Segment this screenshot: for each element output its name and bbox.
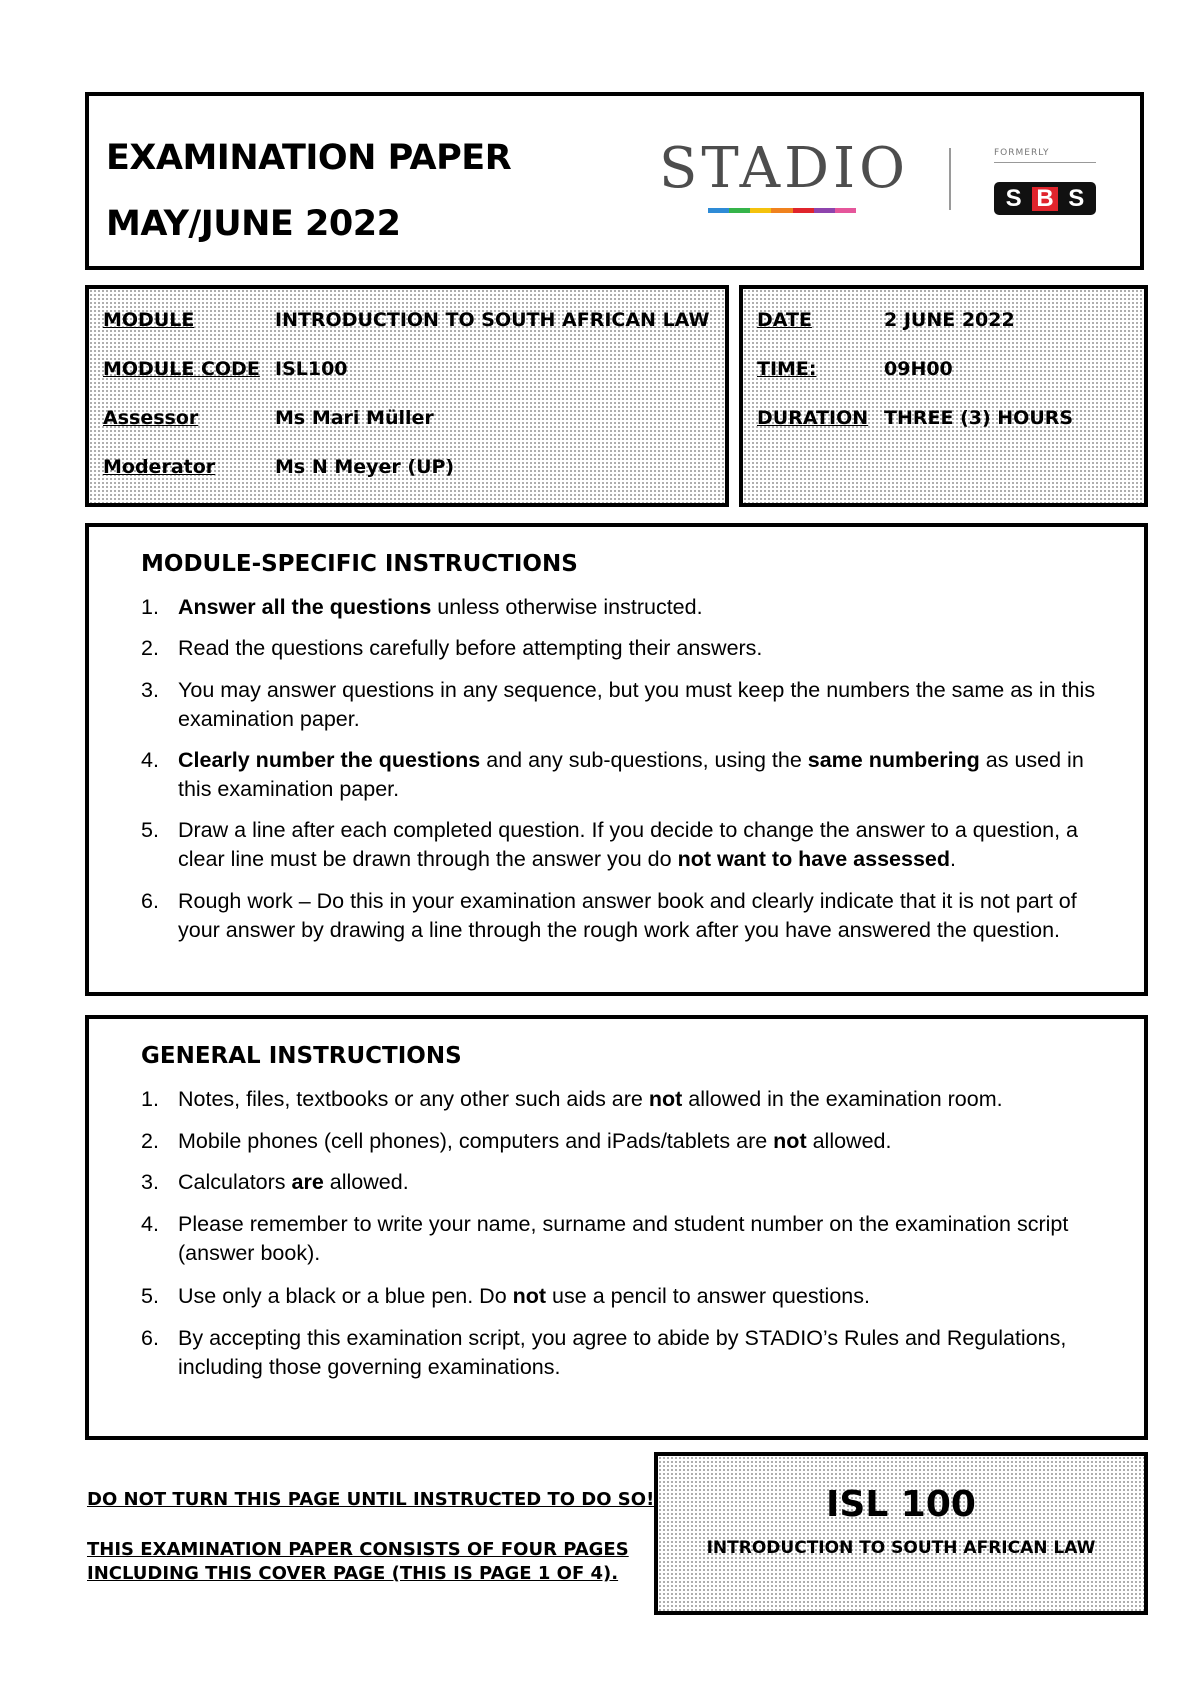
instruction-number: 4. [141,748,159,772]
exam-session: MAY/JUNE 2022 [106,204,401,244]
moderator-label: Moderator [103,456,216,478]
logo-stripe-segment [771,208,792,213]
module-label: MODULE [103,309,195,331]
section-heading: GENERAL INSTRUCTIONS [141,1043,462,1069]
module-specific-instructions [85,523,1148,996]
logo-stripe-segment [708,208,729,213]
logo-stripe-segment [835,208,856,213]
logo-stripe-segment [729,208,750,213]
time-label: TIME: [757,358,817,380]
logo-stripe-segment [814,208,835,213]
moderator-value: Ms N Meyer (UP) [275,456,455,478]
instruction-item [141,746,1121,804]
instruction-number: 3. [141,678,159,702]
instruction-item [141,1168,1121,1197]
instruction-text: Clearly number the questions and any sub-questions, using the same numbering as used in this examination paper. [178,748,1084,801]
section-heading: MODULE-SPECIFIC INSTRUCTIONS [141,551,578,577]
page-count-line-1: THIS EXAMINATION PAPER CONSISTS OF FOUR PAGES [87,1539,629,1560]
stadio-logo: STADIO [659,136,910,201]
module-name: INTRODUCTION TO SOUTH AFRICAN LAW [706,1538,1096,1558]
instruction-item [141,1210,1121,1268]
module-value: INTRODUCTION TO SOUTH AFRICAN LAW [275,309,710,331]
logo-stripe-segment [793,208,814,213]
instruction-number: 2. [141,636,159,660]
instruction-text: Mobile phones (cell phones), computers and iPads/tablets are not allowed. [178,1129,892,1153]
assessor-label: Assessor [103,407,199,429]
instruction-item [141,634,1121,663]
instruction-text: You may answer questions in any sequence, but you must keep the numbers the same as in this examination paper. [178,678,1096,731]
instruction-number: 3. [141,1170,159,1194]
module-code-box [654,1452,1148,1615]
logo-divider [949,148,951,210]
instruction-text: Answer all the questions unless otherwise instructed. [178,595,703,619]
formerly-label: FORMERLY [994,148,1050,158]
sbs-logo [994,182,1096,215]
sbs-letter: B [1032,187,1058,211]
instruction-item [141,676,1121,734]
instruction-number: 6. [141,1326,159,1350]
instruction-item [141,816,1121,874]
module-code-large: ISL 100 [826,1484,976,1525]
duration-label: DURATION [757,407,869,429]
exam-title: EXAMINATION PAPER [106,138,512,178]
duration-value: THREE (3) HOURS [884,407,1074,429]
instruction-item [141,887,1121,945]
logo-color-stripe [708,208,856,213]
instruction-text: Notes, files, textbooks or any other such aids are not allowed in the examination room. [178,1087,1003,1111]
instruction-item [141,1282,1121,1311]
instruction-item [141,593,1121,622]
instruction-text: Calculators are allowed. [178,1170,409,1194]
instruction-item [141,1324,1121,1382]
instruction-text: Please remember to write your name, surname and student number on the examination script (answer book). [178,1212,1069,1265]
instruction-number: 2. [141,1129,159,1153]
instruction-number: 4. [141,1212,159,1236]
exam-header [85,92,1144,270]
page-count-line-2: INCLUDING THIS COVER PAGE (THIS IS PAGE 1 OF 4). [87,1563,619,1584]
instruction-text: Use only a black or a blue pen. Do not use a pencil to answer questions. [178,1284,870,1308]
general-instructions [85,1015,1148,1440]
module-info-box [85,285,729,507]
time-value: 09H00 [884,358,953,380]
instruction-number: 1. [141,1087,159,1111]
instruction-text: Read the questions carefully before attempting their answers. [178,636,763,660]
instruction-number: 6. [141,889,159,913]
do-not-turn-warning: DO NOT TURN THIS PAGE UNTIL INSTRUCTED TO DO SO! [87,1489,655,1510]
logo-stripe-segment [750,208,771,213]
module-code-label: MODULE CODE [103,358,260,380]
sbs-letter: S [1001,187,1027,211]
instruction-text: By accepting this examination script, you agree to abide by STADIO’s Rules and Regulations, including those governing examinations. [178,1326,1067,1379]
instruction-number: 1. [141,595,159,619]
instruction-text: Rough work – Do this in your examination answer book and clearly indicate that it is not part of your answer by drawing a line through the rough work after you have answered the question. [178,889,1077,942]
module-code-value: ISL100 [275,358,348,380]
instruction-text: Draw a line after each completed question. If you decide to change the answer to a question, a clear line must be drawn through the answer you do not want to have assessed. [178,818,1078,871]
sbs-letter: S [1063,187,1089,211]
date-value: 2 JUNE 2022 [884,309,1015,331]
date-label: DATE [757,309,812,331]
instruction-number: 5. [141,818,159,842]
formerly-rule [994,162,1096,163]
assessor-value: Ms Mari Müller [275,407,434,429]
instruction-number: 5. [141,1284,159,1308]
date-info-box [739,285,1148,507]
instruction-item [141,1085,1121,1114]
instruction-item [141,1127,1121,1156]
